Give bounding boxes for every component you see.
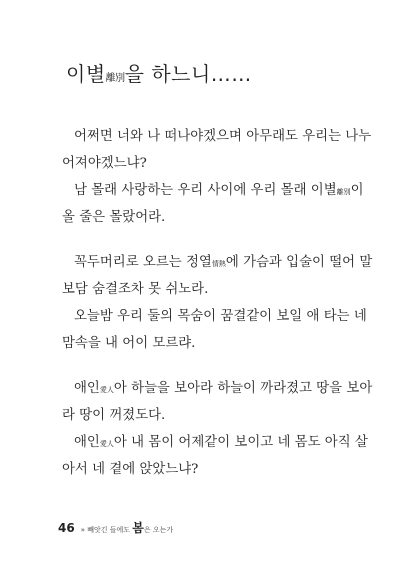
poem-line: 오늘밤 우리 둘의 목숨이 꿈결같이 보일 애 타는 네 bbox=[74, 309, 367, 324]
hanja-annotation: 愛人 bbox=[99, 440, 114, 448]
title-text: 이별 bbox=[66, 62, 106, 86]
poem-line: 맘속을 내 어이 모르랴. bbox=[62, 336, 196, 351]
hanja-annotation: 離別 bbox=[336, 188, 351, 196]
hanja-annotation: 愛人 bbox=[99, 386, 114, 394]
poem-line: 애인愛人아 내 몸이 어제같이 보이고 네 몸도 아직 살 bbox=[74, 435, 368, 450]
poem-title bbox=[66, 58, 252, 87]
poem-line: 보담 숨결조차 못 쉬노라. bbox=[62, 282, 209, 297]
title-text-end: 을 하느니…… bbox=[124, 62, 252, 86]
page-number: 46 bbox=[58, 521, 75, 535]
hanja-annotation: 情熱 bbox=[211, 260, 226, 268]
poem-line: 애인愛人아 하늘을 보아라 하늘이 까라졌고 땅을 보아 bbox=[74, 381, 373, 396]
poem-line: 어져야겠느냐? bbox=[62, 156, 147, 171]
page-footer bbox=[58, 517, 173, 536]
poem-line: 아서 네 곁에 앉았느냐? bbox=[62, 462, 199, 477]
running-book-title: » 빼앗긴 들에도 봄은 오는가 bbox=[80, 521, 174, 535]
poem-line: 올 줄은 몰랐어라. bbox=[62, 210, 166, 225]
poem-line: 라 땅이 꺼졌도다. bbox=[62, 408, 166, 423]
poem-line: 꼭두머리로 오르는 정열情熱에 가슴과 입술이 떨어 말 bbox=[74, 255, 373, 270]
poem-line: 어쩌면 너와 나 떠나야겠으며 아무래도 우리는 나누 bbox=[74, 129, 372, 144]
title-hanja: 離別 bbox=[105, 73, 125, 84]
poem-line: 남 몰래 사랑하는 우리 사이에 우리 몰래 이별離別이 bbox=[74, 183, 364, 198]
